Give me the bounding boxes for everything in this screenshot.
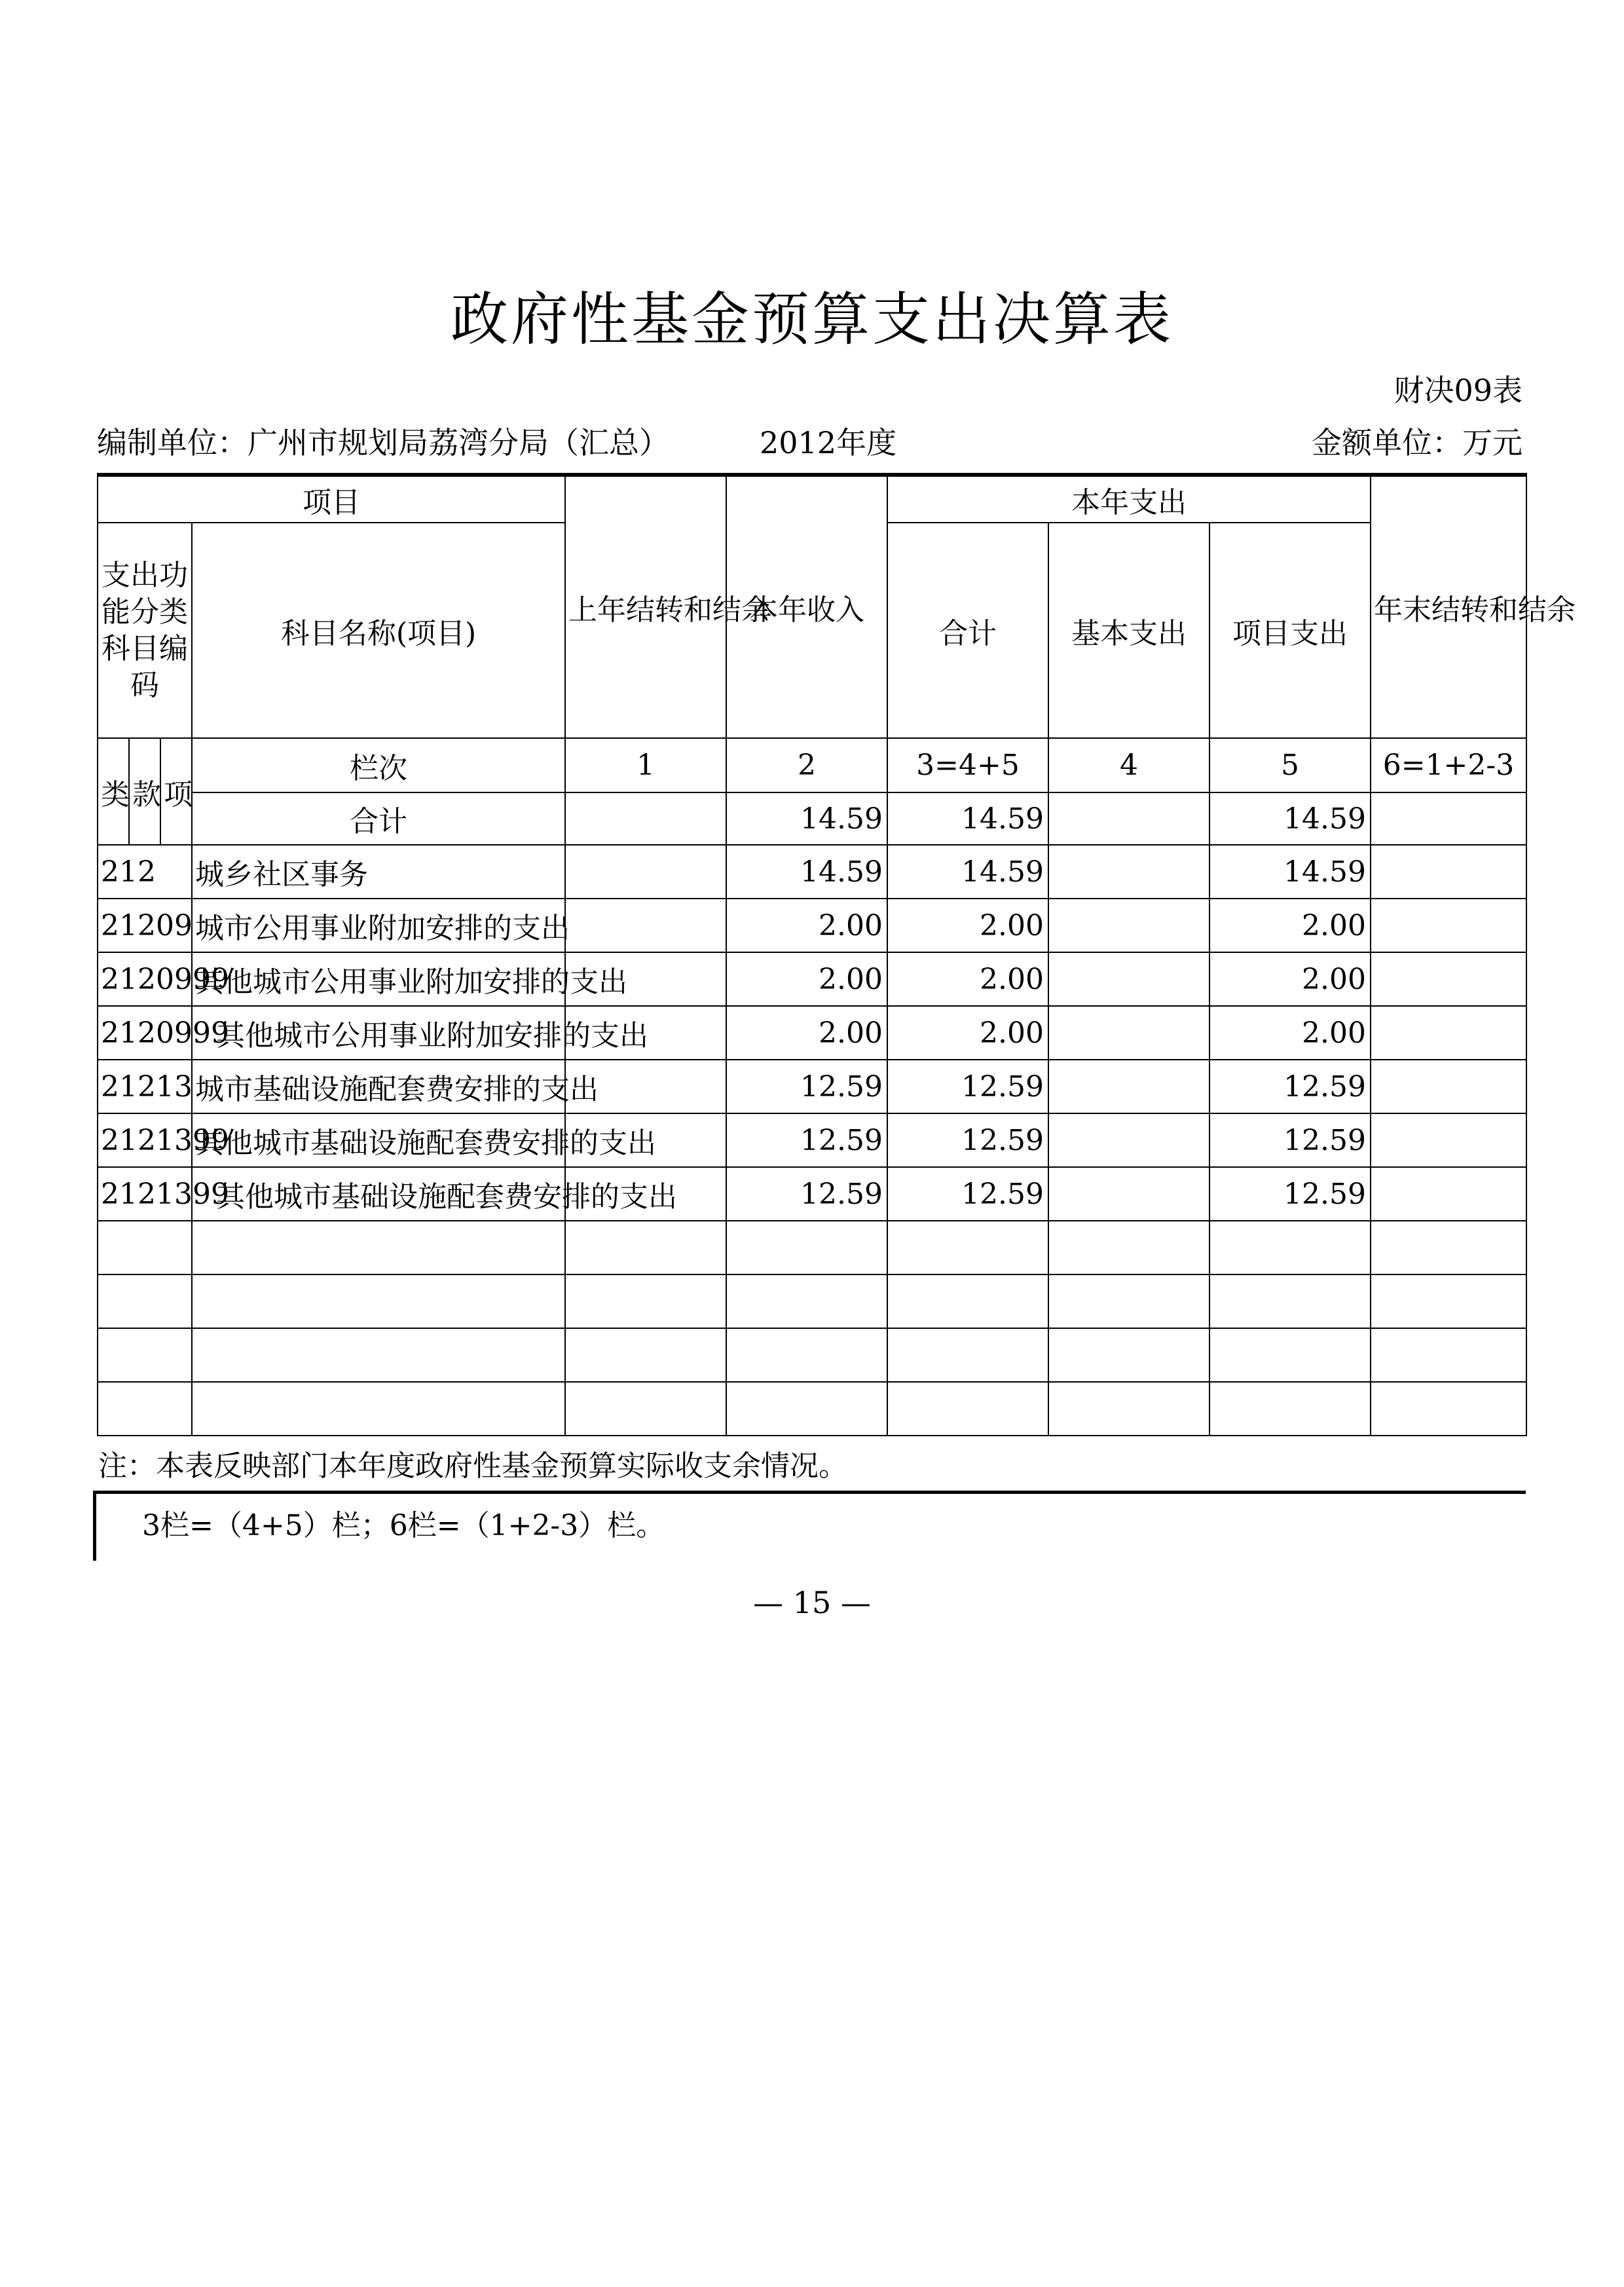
empty-row	[98, 1382, 1526, 1436]
row-total: 14.59	[887, 845, 1048, 899]
row-code: 2121399	[98, 1113, 192, 1167]
row-name: 其他城市公用事业附加安排的支出	[192, 952, 565, 1006]
row-total: 2.00	[887, 899, 1048, 952]
row-basic	[1048, 1167, 1209, 1221]
form-id: 财决09表	[1393, 373, 1522, 408]
report-year: 2012年度	[760, 425, 897, 460]
row-total: 12.59	[887, 1060, 1048, 1113]
row-income: 2.00	[726, 1006, 887, 1060]
header-total: 合计	[887, 523, 1048, 738]
header-basic: 基本支出	[1048, 523, 1209, 738]
money-unit: 金额单位：万元	[1312, 425, 1522, 460]
row-project: 12.59	[1209, 1113, 1371, 1167]
header-project: 项目	[98, 475, 565, 523]
note-line-2: 3栏=（4+5）栏；6栏=（1+2-3）栏。	[93, 1494, 1526, 1561]
table-row	[98, 1167, 1526, 1221]
table-row	[98, 1060, 1526, 1113]
empty-row	[98, 1274, 1526, 1328]
row-name: 其他城市基础设施配套费安排的支出	[192, 1167, 565, 1221]
row-basic	[1048, 952, 1209, 1006]
header-code-group: 支出功能分类科目编码	[98, 523, 192, 738]
row-basic	[1048, 1060, 1209, 1113]
row-income: 12.59	[726, 1113, 887, 1167]
row-name: 城市公用事业附加安排的支出	[192, 899, 565, 952]
notes	[93, 1438, 1526, 1561]
row-project: 2.00	[1209, 1006, 1371, 1060]
column-index-1: 1	[565, 738, 726, 792]
row-basic	[1048, 845, 1209, 899]
row-project: 12.59	[1209, 1167, 1371, 1221]
total-basic	[1048, 792, 1209, 845]
column-index-row	[98, 738, 1526, 792]
note-line-1: 注：本表反映部门本年度政府性基金预算实际收支余情况。	[93, 1438, 1526, 1494]
row-total: 12.59	[887, 1167, 1048, 1221]
row-end	[1371, 1060, 1526, 1113]
row-project: 12.59	[1209, 1060, 1371, 1113]
row-code: 21209	[98, 899, 192, 952]
row-prev	[565, 845, 726, 899]
header-prev-balance: 上年结转和结余	[565, 475, 726, 738]
row-code: 212	[98, 845, 192, 899]
table-row	[98, 845, 1526, 899]
row-income: 2.00	[726, 899, 887, 952]
row-income: 12.59	[726, 1060, 887, 1113]
row-total: 2.00	[887, 952, 1048, 1006]
row-end	[1371, 1167, 1526, 1221]
table-row	[98, 899, 1526, 952]
header-xiang: 项	[160, 738, 192, 845]
header-lei: 类	[98, 738, 129, 845]
row-income: 12.59	[726, 1167, 887, 1221]
total-label: 合计	[192, 792, 565, 845]
column-index-5: 5	[1209, 738, 1371, 792]
total-end	[1371, 792, 1526, 845]
header-current-year-expense: 本年支出	[887, 475, 1371, 523]
row-income: 14.59	[726, 845, 887, 899]
row-income: 2.00	[726, 952, 887, 1006]
total-project: 14.59	[1209, 792, 1371, 845]
row-code: 2121399	[98, 1167, 192, 1221]
budget-table	[97, 473, 1576, 1436]
row-basic	[1048, 1006, 1209, 1060]
row-code: 2120999	[98, 952, 192, 1006]
row-total: 12.59	[887, 1113, 1048, 1167]
header-row-1	[98, 475, 1526, 523]
org-unit: 编制单位：广州市规划局荔湾分局（汇总）	[97, 425, 669, 460]
row-name: 其他城市公用事业附加安排的支出	[192, 1006, 565, 1060]
row-total: 2.00	[887, 1006, 1048, 1060]
column-index-3: 3=4+5	[887, 738, 1048, 792]
row-code: 21213	[98, 1060, 192, 1113]
total-income: 14.59	[726, 792, 887, 845]
document-title: 政府性基金预算支出决算表	[450, 286, 1173, 353]
table-row	[98, 1006, 1526, 1060]
page-number: — 15 —	[753, 1585, 871, 1620]
row-end	[1371, 845, 1526, 899]
row-basic	[1048, 1113, 1209, 1167]
header-name-col: 科目名称(项目)	[192, 523, 565, 738]
row-end	[1371, 952, 1526, 1006]
total-prev	[565, 792, 726, 845]
meta-row	[97, 419, 1522, 458]
column-index-4: 4	[1048, 738, 1209, 792]
total-total: 14.59	[887, 792, 1048, 845]
column-index-2: 2	[726, 738, 887, 792]
row-basic	[1048, 899, 1209, 952]
row-end	[1371, 1113, 1526, 1167]
row-project: 2.00	[1209, 952, 1371, 1006]
row-project: 14.59	[1209, 845, 1371, 899]
row-end	[1371, 1006, 1526, 1060]
total-row	[98, 792, 1526, 845]
empty-row	[98, 1328, 1526, 1382]
row-prev	[565, 899, 726, 952]
row-code: 2120999	[98, 1006, 192, 1060]
empty-row	[98, 1221, 1526, 1274]
header-end-balance: 年末结转和结余	[1371, 475, 1526, 738]
header-income: 本年收入	[726, 475, 887, 738]
table-row	[98, 952, 1526, 1006]
row-name: 城乡社区事务	[192, 845, 565, 899]
row-name: 其他城市基础设施配套费安排的支出	[192, 1113, 565, 1167]
row-project: 2.00	[1209, 899, 1371, 952]
row-name: 城市基础设施配套费安排的支出	[192, 1060, 565, 1113]
column-index-label: 栏次	[192, 738, 565, 792]
header-kuan: 款	[129, 738, 160, 845]
column-index-6: 6=1+2-3	[1371, 738, 1526, 792]
table-row	[98, 1113, 1526, 1167]
row-end	[1371, 899, 1526, 952]
header-project-expense: 项目支出	[1209, 523, 1371, 738]
